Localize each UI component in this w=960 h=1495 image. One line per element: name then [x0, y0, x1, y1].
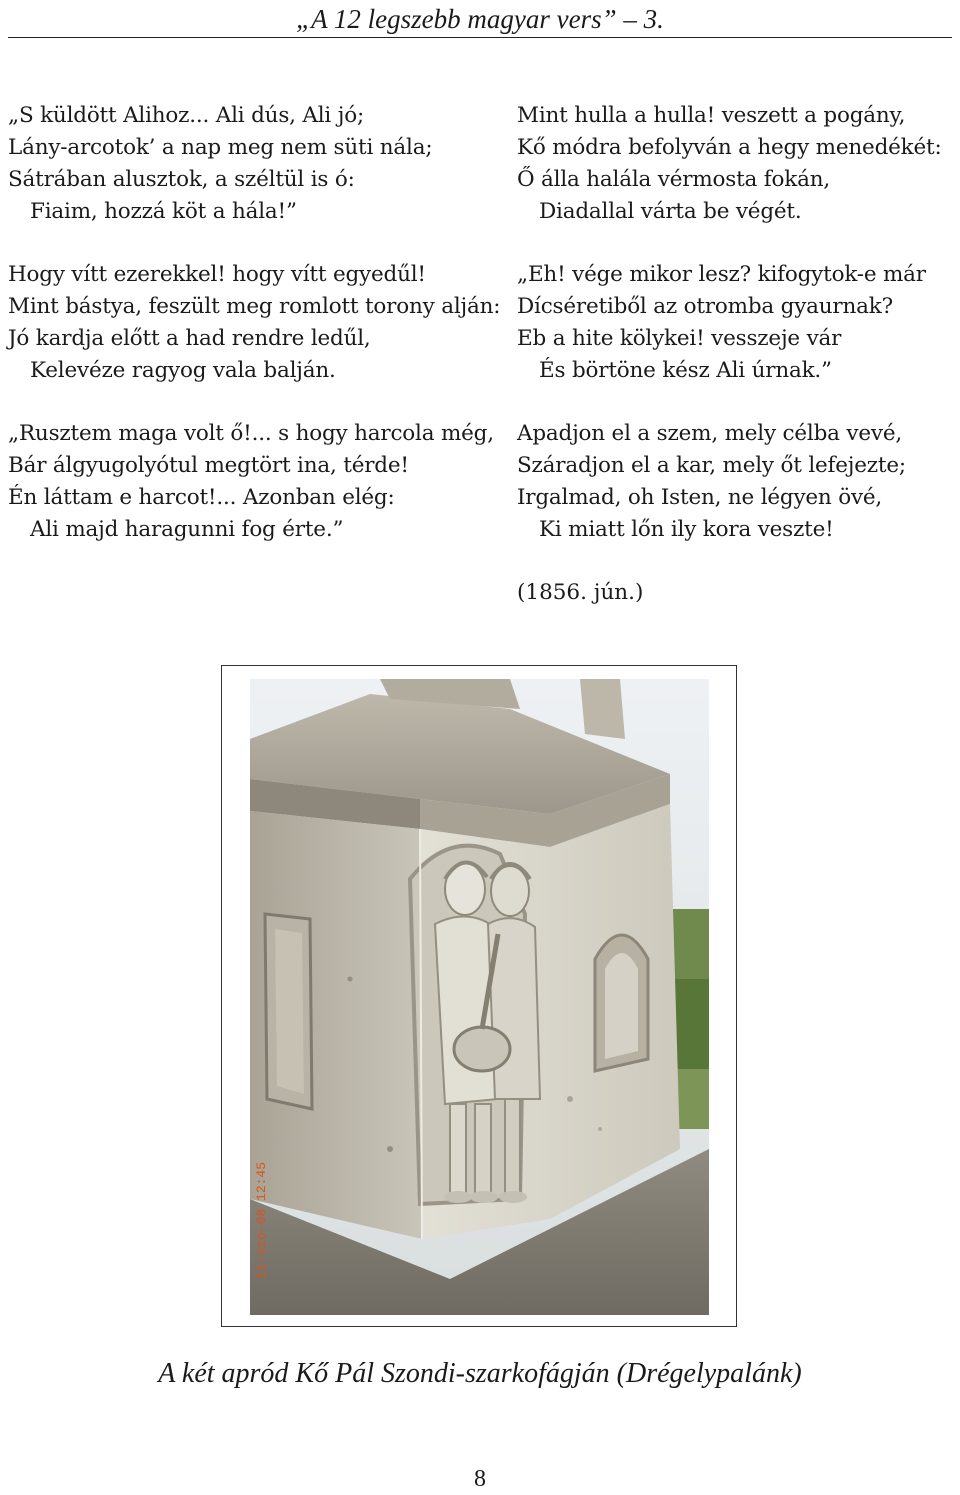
poem-date: (1856. jún.)	[517, 580, 644, 605]
poem-line: Bár álgyugolyótul megtört ina, térde!	[8, 453, 409, 478]
poem-line: Én láttam e harcot!... Azonban elég:	[8, 485, 395, 510]
poem-line: Eb a hite kölykei! vesszeje vár	[517, 326, 842, 351]
poem-line: Mint bástya, feszült meg romlott torony alján:	[8, 294, 501, 319]
photo-caption: A két apród Kő Pál Szondi-szarkofágján (Drégelypalánk)	[158, 1358, 802, 1389]
poem-left-column	[8, 100, 501, 577]
poem-line: Diadallal várta be végét.	[539, 199, 802, 224]
poem-line: Lány-arcotok’ a nap meg nem süti nála;	[8, 135, 433, 160]
poem-line: Kő módra befolyván a hegy menedékét:	[517, 135, 942, 160]
poem-line: Apadjon el a szem, mely célba vevé,	[517, 421, 902, 446]
page-number: 8	[474, 1466, 486, 1492]
poem-line: És börtöne kész Ali úrnak.”	[539, 358, 832, 383]
poem-line: Kelevéze ragyog vala balján.	[30, 358, 336, 383]
stanza-4	[517, 100, 957, 228]
sarcophagus-photo	[250, 679, 709, 1315]
poem-line: Száradjon el a kar, mely őt lefejezte;	[517, 453, 906, 478]
stanza-2	[8, 259, 501, 387]
poem-line: Sátrában alusztok, a széltül is ó:	[8, 167, 355, 192]
poem-line: Dícséretiből az otromba gyaurnak?	[517, 294, 893, 319]
sarcophagus-illustration	[250, 679, 709, 1315]
poem-line: „Eh! vége mikor lesz? kifogytok-e már	[517, 262, 926, 287]
poem-line: Ki miatt lőn ily kora veszte!	[539, 517, 834, 542]
poem-line: Irgalmad, oh Isten, ne légyen övé,	[517, 485, 883, 510]
poem-line: „Rusztem maga volt ő!... s hogy harcola még,	[8, 421, 494, 446]
stanza-3	[8, 418, 494, 546]
stanza-5	[517, 259, 957, 387]
header-rule	[8, 37, 952, 38]
photo-timestamp: 11-szo-08 12:45	[254, 1161, 269, 1279]
poem-line: „S küldött Alihoz... Ali dús, Ali jó;	[8, 103, 365, 128]
poem-line: Ő álla halála vérmosta fokán,	[517, 167, 831, 192]
stanza-6	[517, 418, 957, 546]
photo-frame	[221, 665, 737, 1327]
poem-line: Jó kardja előtt a had rendre ledűl,	[8, 326, 371, 351]
poem-line: Hogy vítt ezerekkel! hogy vítt egyedűl!	[8, 262, 426, 287]
poem-right-column	[517, 100, 957, 609]
stanza-1	[8, 100, 488, 228]
poem-line: Fiaim, hozzá köt a hála!”	[30, 199, 297, 224]
poem-line: Ali majd haragunni fog érte.”	[30, 517, 344, 542]
header-title: „A 12 legszebb magyar vers” – 3.	[296, 4, 664, 34]
poem-line: Mint hulla a hulla! veszett a pogány,	[517, 103, 906, 128]
